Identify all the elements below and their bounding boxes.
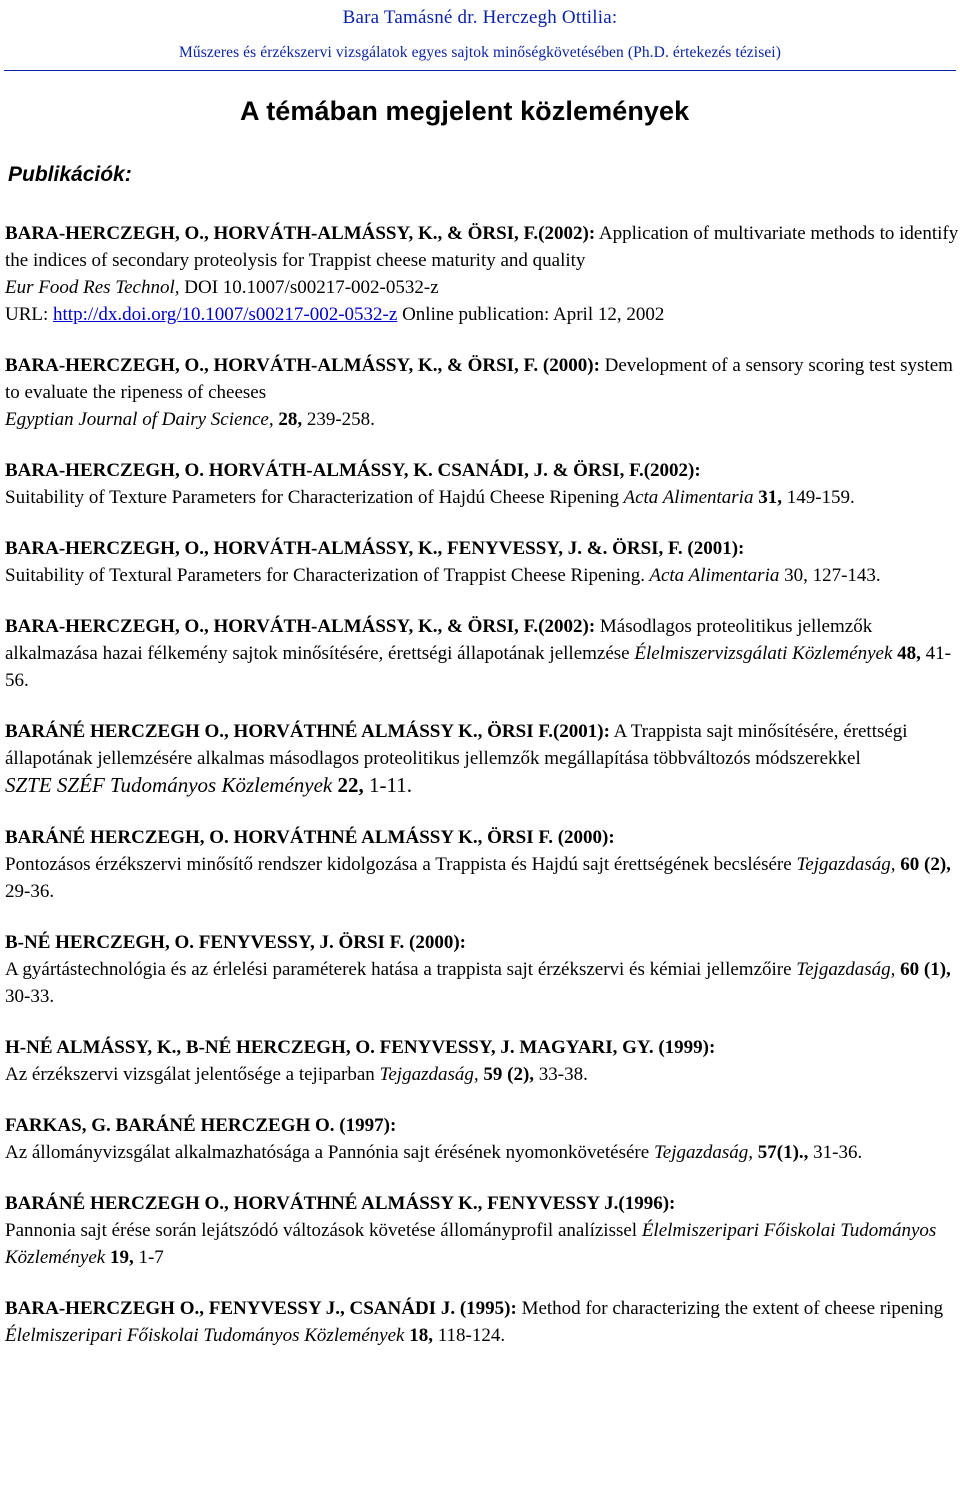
entry-journal: Tejgazdaság, [791,959,896,980]
entry-pages: 31-36. [808,1142,863,1163]
entry-title: Az állományvizsgálat alkalmazhatósága a Pannónia sajt érésének nyomonkövetésére [5,1142,650,1163]
publication-entry [5,1190,959,1271]
entry-journal: Eur Food Res Technol, [5,277,180,298]
entry-authors: BARÁNÉ HERCZEGH O., HORVÁTHNÉ ALMÁSSY K., FENYVESSY J.(1996): [5,1193,676,1214]
publication-entry [5,457,959,511]
publication-entry [5,718,959,800]
entry-volume: 57(1)., [753,1142,809,1163]
entry-authors: H-NÉ ALMÁSSY, K., B-NÉ HERCZEGH, O. FENYVESSY, J. MAGYARI, GY. (1999): [5,1037,716,1058]
entry-journal: Tejgazdaság, [791,854,896,875]
entry-authors: BARA-HERCZEGH, O., HORVÁTH-ALMÁSSY, K., & ÖRSI, F. (2000): [5,355,600,376]
entry-pages: 1-7 [133,1247,164,1268]
entry-volume: 22, [332,773,364,797]
entry-volume: 28, [273,409,303,430]
entry-volume: 31, [753,487,782,508]
publication-entry [5,1295,959,1349]
entry-pages: 149-159. [781,487,855,508]
entry-title: Development of a sensory scoring test system to evaluate the ripeness of cheeses [5,355,953,403]
header-author: Bara Tamásné dr. Herczegh Ottilia: [342,7,618,28]
entry-authors: BARA-HERCZEGH, O., HORVÁTH-ALMÁSSY, K., FENYVESSY, J. &. ÖRSI, F. (2001): [5,538,745,559]
publications-label: Publikációk: [8,163,132,186]
entry-title: Pontozásos érzékszervi minősítő rendszer kidolgozása a Trappista és Hajdú sajt érettségének becslésére [5,854,792,875]
entry-title: A Trappista sajt minősítésére, érettségi állapotának jellemzésére alkalmas másodlagos proteolitikus jellemzők megállapítása többváltozós módszerekkel [5,721,908,769]
entry-authors: BARA-HERCZEGH, O., HORVÁTH-ALMÁSSY, K., & ÖRSI, F.(2002): [5,616,596,637]
entry-url-label: URL: [5,304,54,325]
entry-authors: BARÁNÉ HERCZEGH, O. HORVÁTHNÉ ALMÁSSY K., ÖRSI F. (2000): [5,827,615,848]
publication-entry [5,535,959,589]
entry-pages: 41-56. [5,643,951,691]
entry-journal: SZTE SZÉF Tudományos Közlemények [5,773,333,797]
entry-journal: Egyptian Journal of Dairy Science, [5,409,274,430]
entry-pages: 29-36. [5,881,55,902]
entry-online-date: Online publication: April 12, 2002 [397,304,665,325]
entry-authors: BARÁNÉ HERCZEGH O., HORVÁTHNÉ ALMÁSSY K., ÖRSI F.(2001): [5,721,610,742]
publication-entry [5,220,959,328]
entry-volume: 60 (2), [895,854,951,875]
publication-entry [5,1034,959,1088]
section-title: A témában megjelent közlemények [240,96,690,126]
header-subtitle: Műszeres és érzékszervi vizsgálatok egyes sajtok minőségkövetésében (Ph.D. értekezés tézisei) [179,44,781,61]
entry-title: Suitability of Texture Parameters for Characterization of Hajdú Cheese Ripening [5,487,620,508]
publication-entry [5,824,959,905]
entry-authors: FARKAS, G. BARÁNÉ HERCZEGH O. (1997): [5,1115,397,1136]
entry-pages: 239-258. [302,409,375,430]
entry-pages: 33-38. [534,1064,588,1085]
header-divider [4,70,956,71]
publication-list [5,220,959,1373]
entry-title: Pannonia sajt érése során lejátszódó változások követése állományprofil analízissel [5,1220,638,1241]
entry-authors: BARA-HERCZEGH O., FENYVESSY J., CSANÁDI J. (1995): [5,1298,517,1319]
entry-title: Másodlagos proteolitikus jellemzők alkalmazása hazai félkemény sajtok minősítésére, érettségi állapotának jellemzése [5,616,873,664]
entry-authors: BARA-HERCZEGH, O., HORVÁTH-ALMÁSSY, K., & ÖRSI, F.(2002): [5,223,596,244]
entry-authors: BARA-HERCZEGH, O. HORVÁTH-ALMÁSSY, K. CSANÁDI, J. & ÖRSI, F.(2002): [5,460,701,481]
doi-link[interactable]: http://dx.doi.org/10.1007/s00217-002-0532-z [53,304,398,325]
entry-journal: Tejgazdaság, [374,1064,479,1085]
entry-volume: 18, [404,1325,433,1346]
entry-volume: 19, [105,1247,134,1268]
entry-pages: 30-33. [5,986,55,1007]
entry-title: Method for characterizing the extent of cheese ripening [516,1298,944,1319]
publication-entry [5,929,959,1010]
entry-title: Suitability of Textural Parameters for Characterization of Trappist Cheese Ripening. [5,565,645,586]
entry-volume: 59 (2), [478,1064,535,1085]
entry-journal: Tejgazdaság, [649,1142,754,1163]
publication-entry [5,1112,959,1166]
entry-pages: 1-11. [363,773,412,797]
entry-title: A gyártástechnológia és az érlelési paraméterek hatása a trappista sajt érzékszervi és kémiai jellemzőire [5,959,792,980]
entry-journal: Acta Alimentaria [619,487,754,508]
entry-title: Az érzékszervi vizsgálat jelentősége a tejiparban [5,1064,375,1085]
entry-journal: Élelmiszeripari Főiskolai Tudományos Közlemények [5,1220,937,1268]
entry-authors: B-NÉ HERCZEGH, O. FENYVESSY, J. ÖRSI F. (2000): [5,932,467,953]
entry-journal: Acta Alimentaria [644,565,780,586]
entry-volume: 60 (1), [895,959,951,980]
entry-pages: 118-124. [432,1325,506,1346]
entry-title: Application of multivariate methods to identify the indices of secondary proteolysis for Trappist cheese maturity and quality [5,223,959,271]
entry-journal: Élelmiszeripari Főiskolai Tudományos Közlemények [5,1325,405,1346]
publication-entry [5,613,959,694]
entry-pages: 30, 127-143. [779,565,881,586]
publication-entry [5,352,959,433]
document-header [0,4,960,66]
entry-volume: 48, [892,643,921,664]
entry-journal: Élelmiszervizsgálati Közlemények [629,643,893,664]
entry-doi: DOI 10.1007/s00217-002-0532-z [179,277,439,298]
